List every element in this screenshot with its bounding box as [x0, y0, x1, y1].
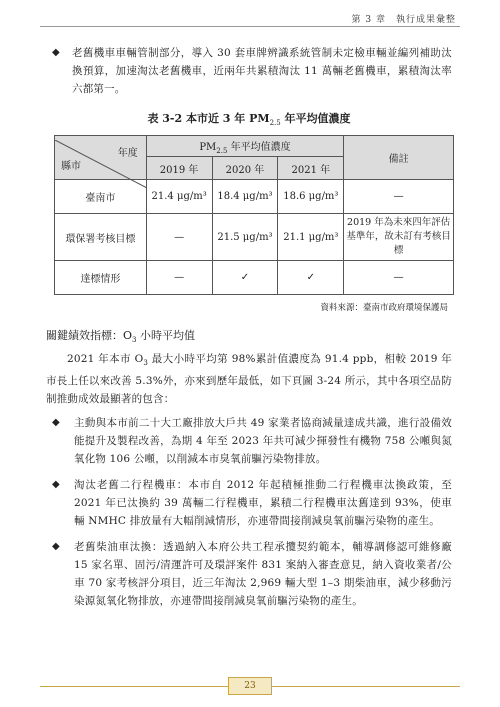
- cell-value: —: [146, 261, 212, 295]
- diamond-bullet-icon: ◆: [52, 47, 60, 58]
- pm25-group-header: $PM_{2.5}$ 年平均值濃度: [146, 136, 344, 157]
- bullet-list: [46, 414, 452, 610]
- page-header: 第 3 章 執行成果彙整: [351, 15, 456, 25]
- header-divider: [40, 26, 460, 27]
- cell-value: 18.6 μg/m³: [278, 180, 344, 214]
- cell-value: 21.1 μg/m³: [278, 214, 344, 261]
- row-label: 臺南市: [55, 180, 147, 214]
- bullet-text: 主動與本市前二十大工廠排放大戶共 49 家業者協商減量達成共識，進行設備效能提升及製程改善，為期 4 年至 2023 年共可減少揮發性有機物 758 公噸與氮氧化物 106 公噸，以削減本市臭氧前驅污染物排放。: [74, 417, 452, 466]
- section-title: 關鍵績效指標：$O_3$ 小時平均值: [46, 329, 195, 345]
- year-header-2021: 2021 年: [278, 157, 344, 180]
- cell-note: —: [344, 261, 454, 295]
- year-header-2019: 2019 年: [146, 157, 212, 180]
- bullet-text: 老舊柴油車汰換：透過納入本府公共工程承攬契約範本，輔導調修認可維修廠 15 家名單、固污/清運許可及環評案件 831 案納入審查意見，納入資收業者/公車 70 家考核評分項目，近三年淘汰 2,969 輛大型 1–3 期柴油車，減少移動污染源氮氧化物排放，亦連帶間接削減臭氧前驅污染物的產生。: [74, 541, 452, 608]
- list-item: [46, 414, 452, 468]
- diamond-bullet-icon: ◆: [52, 479, 60, 491]
- table-caption: 表 3-2 本市近 3 年 $PM_{2.5}$ 年平均值濃度: [147, 112, 351, 128]
- diamond-bullet-icon: ◆: [52, 417, 60, 429]
- row-label: 達標情形: [55, 261, 147, 295]
- list-item: [46, 476, 452, 530]
- page-number: 23: [228, 677, 272, 695]
- cell-value: 21.4 μg/m³: [146, 180, 212, 214]
- section-paragraph: 2021 年本市 $O_3$ 最大小時平均第 98%累計值濃度為 91.4 ppb，相較 2019 年市長上任以來改善 5.3%外，亦來到歷年最低，如下頁圖 3-24 所示，其中各項空品防制推動成效最顯著的包含：: [46, 353, 452, 406]
- bullet-old-scooter-control: [46, 44, 452, 98]
- cell-value: 21.5 μg/m³: [212, 214, 278, 261]
- check-icon: ✓: [278, 261, 344, 295]
- table-corner-header: [55, 136, 147, 180]
- corner-year-label: 年度: [117, 147, 138, 159]
- corner-city-label: 縣市: [61, 160, 81, 172]
- cell-note: —: [344, 180, 454, 214]
- table-row: [55, 261, 454, 295]
- bullet-text: 淘汰老舊二行程機車：本市自 2012 年起積極推動二行程機車汰換政策，至 2021 年已汰換約 39 萬輛二行程機車，累積二行程機車汰舊達到 93%，使車輛 NMHC 排放量有大幅削減情形，亦連帶間接削減臭氧前驅污染物的產生。: [74, 479, 452, 528]
- row-label: 環保署考核目標: [55, 214, 147, 261]
- pm25-table: [54, 135, 454, 295]
- page-content: [46, 44, 452, 618]
- cell-value: —: [146, 214, 212, 261]
- list-item: [46, 538, 452, 610]
- table-row: [55, 214, 454, 261]
- cell-value: 18.4 μg/m³: [212, 180, 278, 214]
- table-source: 資料來源：臺南市政府環境保護局: [320, 303, 448, 314]
- note-header: 備註: [344, 136, 454, 180]
- check-icon: ✓: [212, 261, 278, 295]
- year-header-2020: 2020 年: [212, 157, 278, 180]
- diamond-bullet-icon: ◆: [52, 541, 60, 553]
- bullet-text: 老舊機車車輛管制部分，導入 30 套車牌辨識系統管制未定檢車輛並編列補助汰換預算，加速淘汰老舊機車，近兩年共累積淘汰 11 萬輛老舊機車，累積淘汰率六都第一。: [72, 47, 452, 95]
- cell-note: 2019 年為未來四年評估基準年，故未訂有考核目標: [344, 214, 454, 261]
